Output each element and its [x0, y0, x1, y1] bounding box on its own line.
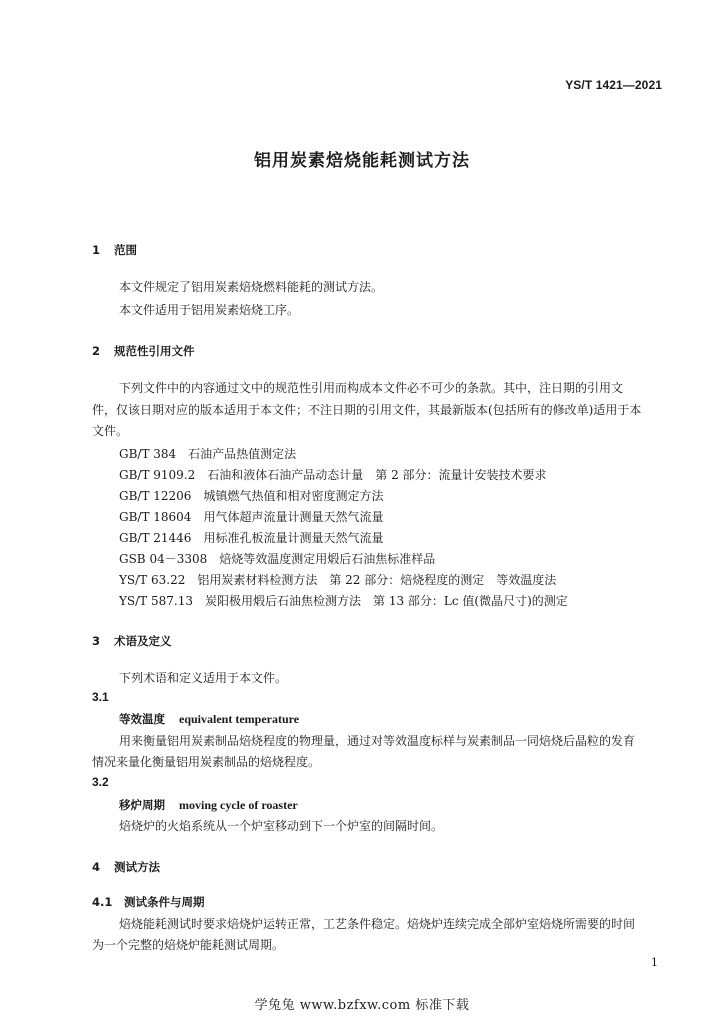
paragraph-line: 为一个完整的焙烧炉能耗测试周期。: [92, 938, 285, 952]
document-title: 铝用炭素焙烧能耗测试方法: [254, 151, 470, 171]
paragraph: 本文件适用于铝用炭素焙烧工序。: [119, 303, 300, 317]
term-cn: 等效温度: [119, 712, 165, 726]
reference-title: 城镇燃气热值和相对密度测定方法: [203, 489, 384, 503]
page-number: 1: [651, 956, 658, 969]
reference-item: [119, 445, 296, 462]
subsection-number: 4.1: [92, 895, 113, 909]
section-title: 范围: [114, 243, 137, 257]
paragraph: 下列术语和定义适用于本文件。: [119, 671, 288, 685]
reference-title: 铝用炭素材料检测方法 第 22 部分：焙烧程度的测定 等效温度法: [197, 573, 557, 587]
reference-item: [119, 571, 556, 588]
paragraph-line: 文件。: [92, 424, 129, 438]
section-number: 1: [92, 243, 101, 257]
term-en: equivalent temperature: [179, 712, 300, 726]
paragraph-line: 焙烧能耗测试时要求焙烧炉运转正常，工艺条件稳定。焙烧炉连续完成全部炉室焙烧所需要的时间: [119, 917, 636, 931]
reference-code: YS/T 63.22: [119, 573, 186, 587]
reference-item: [119, 487, 383, 504]
term-heading: [119, 797, 298, 813]
paragraph-line: 件，仅该日期对应的版本适用于本文件；不注日期的引用文件，其最新版本(包括所有的修改单)适用于本: [92, 403, 642, 417]
reference-code: GB/T 12206: [119, 489, 192, 503]
section-title: 规范性引用文件: [114, 344, 195, 358]
definition-line: 情况来量化衡量铝用炭素制品的焙烧程度。: [92, 755, 321, 769]
section-number: 3: [92, 634, 101, 648]
subsection-4-1-heading: [92, 894, 205, 910]
term-number: 3.1: [92, 690, 109, 704]
section-3-heading: [92, 633, 172, 649]
definition-line: 用来衡量铝用炭素制品焙烧程度的物理量，通过对等效温度标样与炭素制品一同焙烧后晶粒的发育: [119, 734, 636, 748]
reference-title: 石油产品热值测定法: [188, 447, 297, 461]
reference-code: GSB 04－3308: [119, 552, 208, 566]
section-title: 术语及定义: [114, 634, 172, 648]
reference-title: 用标准孔板流量计测量天然气流量: [203, 531, 384, 545]
term-number: 3.2: [92, 775, 109, 789]
reference-title: 炭阳极用煅后石油焦检测方法 第 13 部分：Lc 值(微晶尺寸)的测定: [205, 594, 568, 608]
section-2-heading: [92, 343, 195, 359]
reference-item: [119, 550, 435, 567]
section-4-heading: [92, 859, 160, 875]
reference-item: [119, 529, 383, 546]
reference-title: 石油和液体石油产品动态计量 第 2 部分：流量计安装技术要求: [207, 468, 547, 482]
reference-item: [119, 466, 547, 483]
reference-code: GB/T 9109.2: [119, 468, 196, 482]
section-1-heading: [92, 242, 137, 258]
section-number: 4: [92, 860, 101, 874]
reference-title: 焙烧等效温度测定用煅后石油焦标准样品: [219, 552, 436, 566]
reference-code: GB/T 21446: [119, 531, 192, 545]
paragraph-line: 下列文件中的内容通过文中的规范性引用而构成本文件必不可少的条款。其中，注日期的引用文: [119, 381, 624, 395]
term-cn: 移炉周期: [119, 798, 165, 812]
reference-item: [119, 508, 383, 525]
reference-code: GB/T 18604: [119, 510, 192, 524]
standard-number: YS/T 1421—2021: [565, 78, 662, 92]
reference-item: [119, 592, 568, 609]
term-en: moving cycle of roaster: [179, 798, 298, 812]
subsection-title: 测试条件与周期: [124, 895, 205, 909]
term-heading: [119, 711, 299, 727]
section-title: 测试方法: [114, 860, 160, 874]
definition-line: 焙烧炉的火焰系统从一个炉室移动到下一个炉室的间隔时间。: [119, 819, 444, 833]
footer-watermark-text: 学兔兔 www.bzfxw.com 标准下载: [254, 998, 470, 1013]
reference-code: YS/T 587.13: [119, 594, 193, 608]
section-number: 2: [92, 344, 101, 358]
reference-title: 用气体超声流量计测量天然气流量: [203, 510, 384, 524]
reference-code: GB/T 384: [119, 447, 177, 461]
paragraph: 本文件规定了铝用炭素焙烧燃料能耗的测试方法。: [119, 280, 384, 294]
